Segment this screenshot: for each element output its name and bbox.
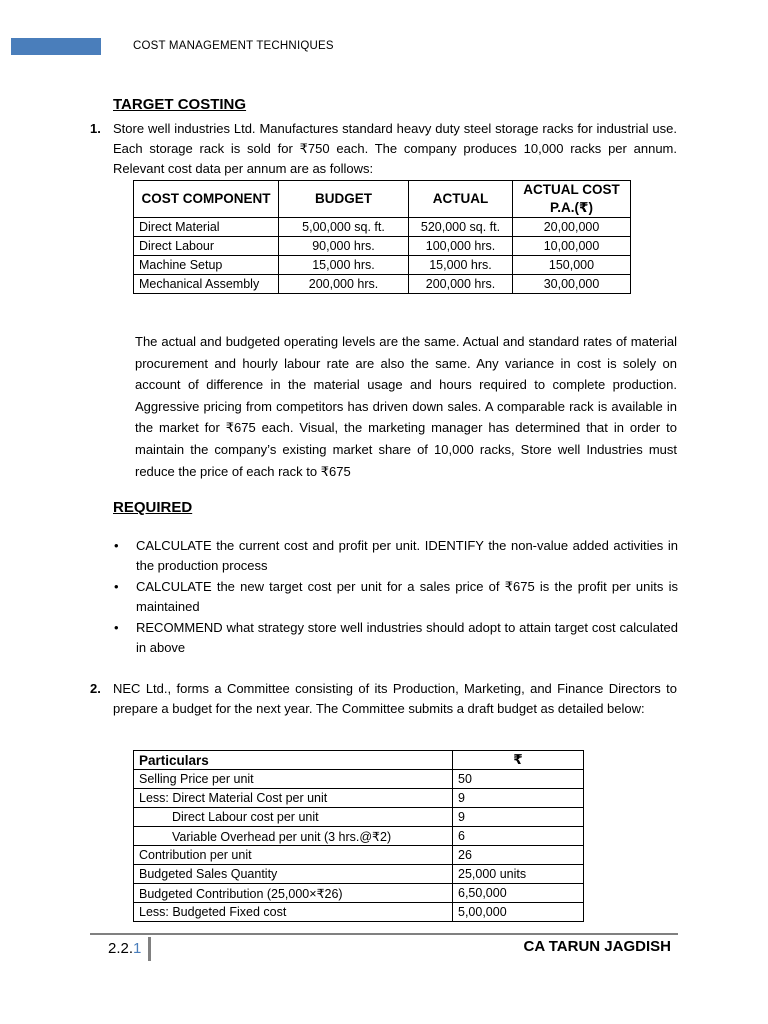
table-cell: Budgeted Contribution (25,000×₹26) bbox=[134, 884, 453, 903]
question-2-intro: NEC Ltd., forms a Committee consisting of its Production, Marketing, and Finance Directors to prepare a budget for the next year. The Committee submits a draft budget as detailed below: bbox=[113, 681, 677, 716]
bullet-icon: • bbox=[114, 620, 119, 635]
bullet-icon: • bbox=[114, 538, 119, 553]
table-cell: 10,00,000 bbox=[513, 237, 631, 256]
table-row bbox=[134, 789, 584, 808]
list-item-text: CALCULATE the new target cost per unit for a sales price of ₹675 is the profit per units is maintained bbox=[136, 579, 678, 614]
table-cell: 20,00,000 bbox=[513, 218, 631, 237]
table-cell: 200,000 hrs. bbox=[409, 275, 513, 294]
required-list bbox=[113, 536, 678, 659]
table-row bbox=[134, 884, 584, 903]
list-item bbox=[113, 618, 678, 658]
table-row bbox=[134, 846, 584, 865]
table-cell: 6 bbox=[453, 827, 584, 846]
page-number bbox=[108, 940, 141, 957]
column-header: ACTUAL bbox=[409, 181, 513, 218]
table-header-row bbox=[134, 751, 584, 770]
list-item-text: CALCULATE the current cost and profit per unit. IDENTIFY the non-value added activities in the production process bbox=[136, 538, 678, 573]
table-cell: Less: Direct Material Cost per unit bbox=[134, 789, 453, 808]
table-row bbox=[134, 865, 584, 884]
page-number-prefix: 2.2. bbox=[108, 940, 134, 957]
draft-budget-table bbox=[133, 750, 584, 922]
table-cell: Direct Labour bbox=[134, 237, 279, 256]
header-title: COST MANAGEMENT TECHNIQUES bbox=[133, 40, 334, 52]
table-cell: 150,000 bbox=[513, 256, 631, 275]
table-header-row bbox=[134, 181, 631, 218]
table-cell: 9 bbox=[453, 789, 584, 808]
table-cell: Direct Material bbox=[134, 218, 279, 237]
column-header: Particulars bbox=[134, 751, 453, 770]
table-cell: 26 bbox=[453, 846, 584, 865]
table-cell: 15,000 hrs. bbox=[409, 256, 513, 275]
table-cell: Contribution per unit bbox=[134, 846, 453, 865]
table-cell: Variable Overhead per unit (3 hrs.@₹2) bbox=[134, 827, 453, 846]
page-number-value: 1 bbox=[133, 940, 142, 957]
table-cell: Mechanical Assembly bbox=[134, 275, 279, 294]
bullet-icon: • bbox=[114, 579, 119, 594]
table-row bbox=[134, 256, 631, 275]
table-cell: 6,50,000 bbox=[453, 884, 584, 903]
table-cell: 50 bbox=[453, 770, 584, 789]
table-cell: 200,000 hrs. bbox=[279, 275, 409, 294]
table-cell: 25,000 units bbox=[453, 865, 584, 884]
table-cell: Machine Setup bbox=[134, 256, 279, 275]
footer-separator bbox=[148, 937, 151, 961]
question-1-intro: Store well industries Ltd. Manufactures standard heavy duty steel storage racks for industrial use. Each storage rack is sold for ₹750 each. The company produces 10,000 racks per annum. Relevant cost data per annum are as follows: bbox=[113, 121, 677, 176]
table-row bbox=[134, 827, 584, 846]
list-item-text: RECOMMEND what strategy store well industries should adopt to attain target cost calculated in above bbox=[136, 620, 678, 655]
column-header: COST COMPONENT bbox=[134, 181, 279, 218]
cost-component-table bbox=[133, 180, 631, 294]
question-2-number: 2. bbox=[90, 681, 101, 696]
table-row bbox=[134, 903, 584, 922]
table-row bbox=[134, 275, 631, 294]
table-cell: 9 bbox=[453, 808, 584, 827]
table-cell: Selling Price per unit bbox=[134, 770, 453, 789]
footer-author: CA TARUN JAGDISH bbox=[523, 938, 671, 955]
column-header: ₹ bbox=[453, 751, 584, 770]
table-cell: 5,00,000 bbox=[453, 903, 584, 922]
table-cell: 100,000 hrs. bbox=[409, 237, 513, 256]
table-cell: Less: Budgeted Fixed cost bbox=[134, 903, 453, 922]
table-row bbox=[134, 218, 631, 237]
question-1-body: The actual and budgeted operating levels are the same. Actual and standard rates of material procurement and hourly labour rate are also the same. Any variance in cost is solely on account of difference in the material usage and hours required to complete production. Aggressive pricing from competitors has driven down sales. A comparable rack is available in the market for ₹675 each. Visual, the marketing manager has determined that in order to maintain the company’s existing market share of 10,000 racks, Store well Industries must reduce the price of each rack to ₹675 bbox=[135, 334, 677, 479]
required-heading: REQUIRED bbox=[113, 499, 193, 516]
column-header: ACTUAL COST P.A.(₹) bbox=[513, 181, 631, 218]
table-row bbox=[134, 770, 584, 789]
table-row bbox=[134, 808, 584, 827]
column-header: BUDGET bbox=[279, 181, 409, 218]
table-cell: Budgeted Sales Quantity bbox=[134, 865, 453, 884]
table-cell: Direct Labour cost per unit bbox=[134, 808, 453, 827]
table-cell: 520,000 sq. ft. bbox=[409, 218, 513, 237]
table-cell: 90,000 hrs. bbox=[279, 237, 409, 256]
list-item bbox=[113, 577, 678, 617]
header-accent-bar bbox=[11, 38, 101, 55]
footer-divider bbox=[90, 933, 678, 935]
list-item bbox=[113, 536, 678, 576]
table-row bbox=[134, 237, 631, 256]
table-cell: 5,00,000 sq. ft. bbox=[279, 218, 409, 237]
target-costing-heading: TARGET COSTING bbox=[113, 96, 247, 113]
table-cell: 15,000 hrs. bbox=[279, 256, 409, 275]
question-1-number: 1. bbox=[90, 121, 101, 136]
table-cell: 30,00,000 bbox=[513, 275, 631, 294]
